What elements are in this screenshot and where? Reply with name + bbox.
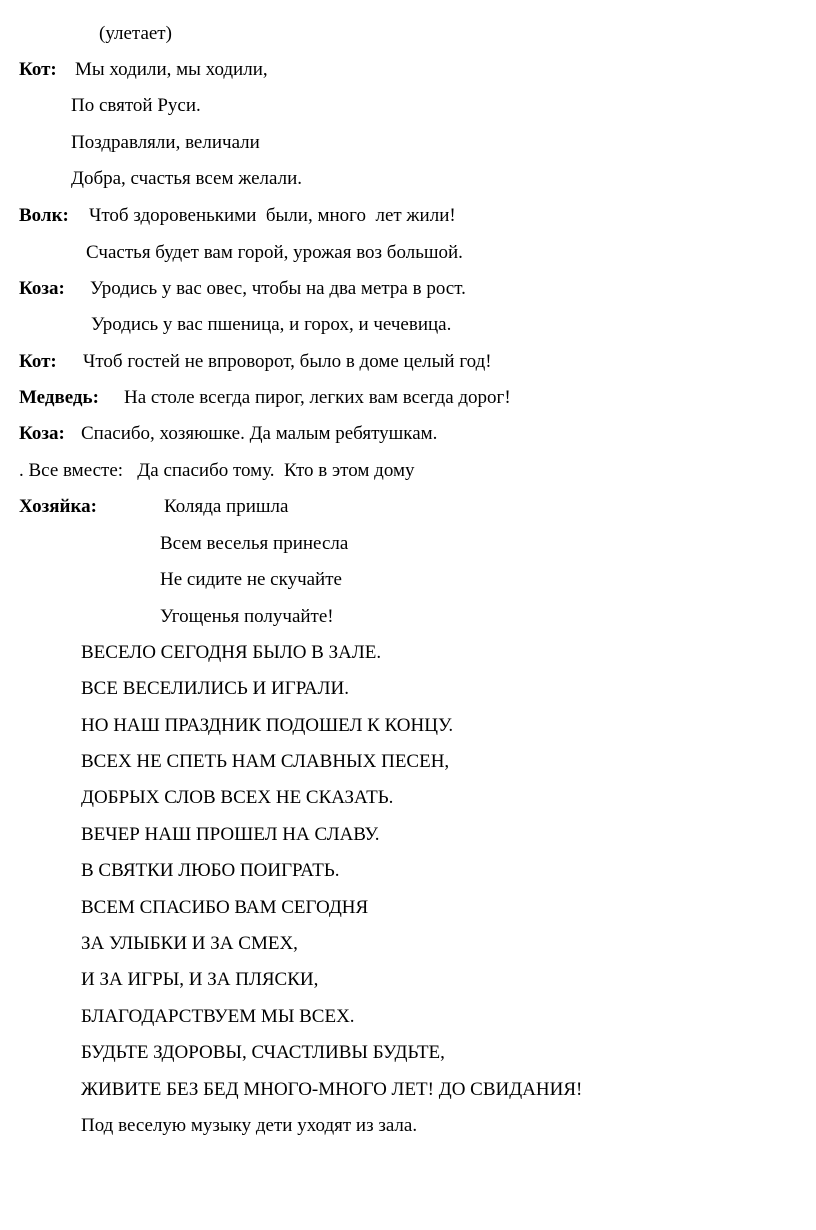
line-text: (улетает): [99, 23, 172, 44]
closing-verse-line: [62, 693, 454, 736]
closing-verse-line: [62, 1020, 445, 1063]
line-text: ВЕСЕЛО СЕГОДНЯ БЫЛО В ЗАЛЕ.: [81, 642, 382, 663]
line-text: На столе всегда пирог, легких вам всегда дорог!: [124, 387, 511, 408]
line-text: Уродись у вас пшеница, и горох, и чечевица.: [91, 314, 452, 335]
line-text: Всем веселья принесла: [160, 533, 349, 554]
stage-direction: [80, 1, 172, 44]
line-text: Уродись у вас овес, чтобы на два метра в рост.: [90, 278, 466, 299]
speaker-name: Медведь:: [19, 387, 99, 408]
verse-line: [141, 584, 334, 627]
verse-line: [52, 146, 303, 189]
chorus-line: [0, 438, 415, 481]
line-text: Поздравляли, величали: [71, 132, 260, 153]
closing-verse-line: [62, 765, 394, 808]
line-text: ВСЕХ НЕ СПЕТЬ НАМ СЛАВНЫХ ПЕСЕН,: [81, 751, 450, 772]
dialogue-line: [0, 401, 438, 444]
line-text: Чтоб гостей не впроворот, было в доме целый год!: [83, 351, 492, 372]
line-text: В СВЯТКИ ЛЮБО ПОИГРАТЬ.: [81, 860, 340, 881]
dialogue-line: [0, 37, 268, 80]
closing-verse-line: [62, 620, 382, 663]
line-text: Мы ходили, мы ходили,: [75, 59, 268, 80]
dialogue-line: [0, 256, 466, 299]
verse-line: [72, 292, 452, 335]
verse-line: [52, 110, 260, 153]
speaker-name: Волк:: [19, 205, 69, 226]
line-text: ДОБРЫХ СЛОВ ВСЕХ НЕ СКАЗАТЬ.: [81, 787, 394, 808]
line-text: ЖИВИТЕ БЕЗ БЕД МНОГО-МНОГО ЛЕТ! ДО СВИДАНИЯ!: [81, 1079, 583, 1100]
closing-verse-line: [62, 802, 380, 845]
speaker-name: Коза:: [19, 423, 65, 444]
verse-line: [141, 547, 342, 590]
dialogue-line: [0, 183, 456, 226]
verse-line: [52, 73, 201, 116]
line-text: Под веселую музыку дети уходят из зала.: [81, 1115, 418, 1136]
line-text: ВСЕ ВЕСЕЛИЛИСЬ И ИГРАЛИ.: [81, 678, 349, 699]
line-text: НО НАШ ПРАЗДНИК ПОДОШЕЛ К КОНЦУ.: [81, 715, 454, 736]
line-text: Счастья будет вам горой, урожая воз большой.: [86, 242, 463, 263]
line-text: ВЕЧЕР НАШ ПРОШЕЛ НА СЛАВУ.: [81, 824, 380, 845]
dialogue-line: [0, 474, 289, 517]
speaker-name: Кот:: [19, 351, 57, 372]
closing-verse-line: [62, 947, 319, 990]
line-text: ВСЕМ СПАСИБО ВАМ СЕГОДНЯ: [81, 897, 369, 918]
line-text: Добра, счастья всем желали.: [71, 168, 303, 189]
closing-verse-line: [62, 1057, 583, 1100]
line-text: Коляда пришла: [164, 496, 289, 517]
line-text: Спасибо, хозяюшке. Да малым ребятушкам.: [81, 423, 438, 444]
speaker-name: Хозяйка:: [19, 496, 97, 517]
closing-verse-line: [62, 838, 340, 881]
line-text: ЗА УЛЫБКИ И ЗА СМЕХ,: [81, 933, 298, 954]
stage-direction: [62, 1093, 418, 1136]
verse-line: [67, 220, 463, 263]
closing-verse-line: [62, 984, 355, 1027]
dialogue-line: [0, 329, 492, 372]
line-text: Не сидите не скучайте: [160, 569, 342, 590]
speaker-name: Кот:: [19, 59, 57, 80]
closing-verse-line: [62, 656, 349, 699]
line-text: БУДЬТЕ ЗДОРОВЫ, СЧАСТЛИВЫ БУДЬТЕ,: [81, 1042, 445, 1063]
line-text: Чтоб здоровенькими были, много лет жили!: [89, 205, 456, 226]
line-text: По святой Руси.: [71, 95, 201, 116]
line-text: И ЗА ИГРЫ, И ЗА ПЛЯСКИ,: [81, 969, 319, 990]
line-text: . Все вместе: Да спасибо тому. Кто в этом дому: [19, 460, 415, 481]
closing-verse-line: [62, 911, 298, 954]
verse-line: [141, 511, 349, 554]
speaker-name: Коза:: [19, 278, 65, 299]
closing-verse-line: [62, 729, 450, 772]
line-text: Угощенья получайте!: [160, 606, 334, 627]
dialogue-line: [0, 365, 511, 408]
line-text: БЛАГОДАРСТВУЕМ МЫ ВСЕХ.: [81, 1006, 355, 1027]
closing-verse-line: [62, 875, 369, 918]
